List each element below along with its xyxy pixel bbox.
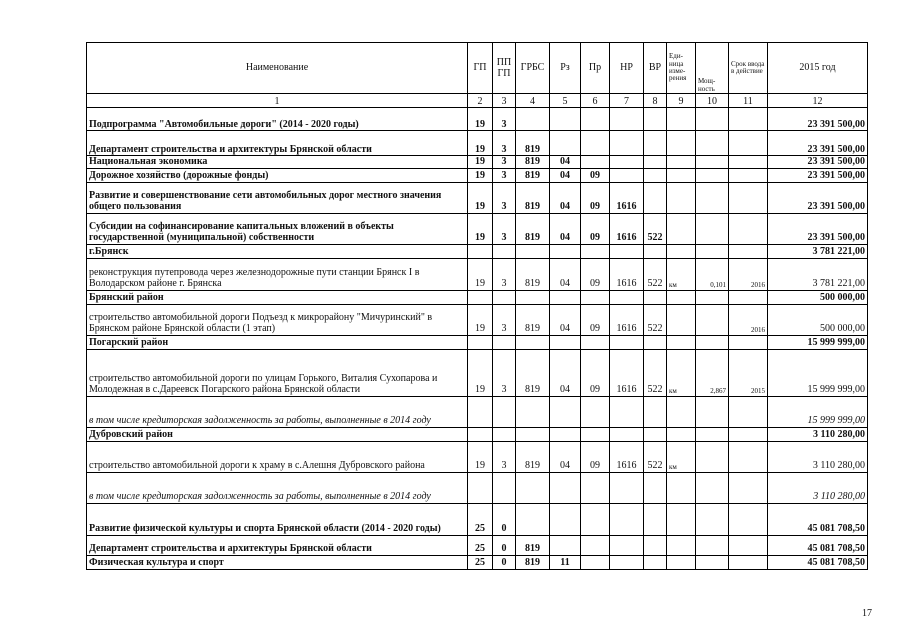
row-amount: 23 391 500,00 xyxy=(768,182,868,213)
row-nr: 1616 xyxy=(610,213,644,244)
row-pr: 09 xyxy=(581,304,610,335)
row-unit xyxy=(667,555,696,569)
row-name: строительство автомобильной дороги к храму в с.Алешня Дубровского района xyxy=(87,441,468,472)
table-row xyxy=(87,427,868,441)
row-amount: 3 781 221,00 xyxy=(768,258,868,290)
row-nr xyxy=(610,335,644,349)
row-term xyxy=(729,441,768,472)
row-pr xyxy=(581,108,610,131)
row-gp: 25 xyxy=(468,503,493,535)
row-pr xyxy=(581,335,610,349)
row-vr xyxy=(644,535,667,555)
row-unit xyxy=(667,244,696,258)
row-capacity xyxy=(696,168,729,182)
row-nr xyxy=(610,244,644,258)
row-grbs xyxy=(516,503,550,535)
row-rz xyxy=(550,131,581,156)
table-row xyxy=(87,349,868,396)
row-grbs: 819 xyxy=(516,213,550,244)
row-unit: км xyxy=(667,258,696,290)
header-pr: Пр xyxy=(581,43,610,94)
row-term xyxy=(729,244,768,258)
row-rz: 11 xyxy=(550,555,581,569)
column-number: 12 xyxy=(768,94,868,108)
row-ppgp: 3 xyxy=(493,258,516,290)
table-row xyxy=(87,441,868,472)
row-grbs: 819 xyxy=(516,441,550,472)
table-row xyxy=(87,472,868,503)
row-unit xyxy=(667,108,696,131)
column-number: 5 xyxy=(550,94,581,108)
row-unit xyxy=(667,396,696,427)
row-capacity xyxy=(696,131,729,156)
column-number: 9 xyxy=(667,94,696,108)
row-term xyxy=(729,290,768,304)
row-amount: 45 081 708,50 xyxy=(768,503,868,535)
row-vr: 522 xyxy=(644,213,667,244)
row-vr xyxy=(644,244,667,258)
row-nr xyxy=(610,131,644,156)
row-vr xyxy=(644,472,667,503)
row-term xyxy=(729,503,768,535)
row-gp: 19 xyxy=(468,258,493,290)
row-gp: 19 xyxy=(468,156,493,169)
row-gp: 19 xyxy=(468,168,493,182)
row-gp: 19 xyxy=(468,182,493,213)
row-amount: 45 081 708,50 xyxy=(768,535,868,555)
row-grbs: 819 xyxy=(516,258,550,290)
row-pr xyxy=(581,244,610,258)
row-amount: 500 000,00 xyxy=(768,304,868,335)
row-grbs xyxy=(516,472,550,503)
row-nr xyxy=(610,535,644,555)
row-term xyxy=(729,335,768,349)
row-nr: 1616 xyxy=(610,182,644,213)
row-grbs xyxy=(516,335,550,349)
header-year: 2015 год xyxy=(768,43,868,94)
row-grbs xyxy=(516,290,550,304)
row-nr xyxy=(610,290,644,304)
row-pr xyxy=(581,472,610,503)
row-capacity xyxy=(696,472,729,503)
row-capacity xyxy=(696,304,729,335)
row-name: Департамент строительства и архитектуры Брянской области xyxy=(87,535,468,555)
row-name: в том числе кредиторская задолженность за работы, выполненные в 2014 году xyxy=(87,472,468,503)
row-vr xyxy=(644,168,667,182)
row-term xyxy=(729,535,768,555)
row-pr: 09 xyxy=(581,258,610,290)
row-vr xyxy=(644,131,667,156)
row-term xyxy=(729,131,768,156)
row-unit xyxy=(667,213,696,244)
row-amount: 23 391 500,00 xyxy=(768,156,868,169)
row-nr xyxy=(610,396,644,427)
row-nr: 1616 xyxy=(610,304,644,335)
row-rz: 04 xyxy=(550,349,581,396)
row-name: в том числе кредиторская задолженность за работы, выполненные в 2014 году xyxy=(87,396,468,427)
row-amount: 15 999 999,00 xyxy=(768,335,868,349)
row-gp: 19 xyxy=(468,131,493,156)
row-amount: 15 999 999,00 xyxy=(768,349,868,396)
row-name: Департамент строительства и архитектуры Брянской области xyxy=(87,131,468,156)
row-nr: 1616 xyxy=(610,441,644,472)
row-amount: 500 000,00 xyxy=(768,290,868,304)
row-nr: 1616 xyxy=(610,349,644,396)
row-name: Погарский район xyxy=(87,335,468,349)
header-rz: Рз xyxy=(550,43,581,94)
row-unit: км xyxy=(667,349,696,396)
header-grbs: ГРБС xyxy=(516,43,550,94)
row-nr xyxy=(610,108,644,131)
row-rz xyxy=(550,244,581,258)
row-amount: 3 110 280,00 xyxy=(768,427,868,441)
row-rz: 04 xyxy=(550,441,581,472)
row-ppgp xyxy=(493,427,516,441)
row-capacity xyxy=(696,156,729,169)
table-row xyxy=(87,156,868,169)
row-rz xyxy=(550,472,581,503)
row-rz xyxy=(550,396,581,427)
row-amount: 23 391 500,00 xyxy=(768,168,868,182)
table-row xyxy=(87,182,868,213)
row-rz: 04 xyxy=(550,304,581,335)
row-grbs: 819 xyxy=(516,555,550,569)
column-numbers-row xyxy=(87,94,868,108)
table-row xyxy=(87,244,868,258)
row-nr xyxy=(610,427,644,441)
row-rz xyxy=(550,290,581,304)
row-term xyxy=(729,555,768,569)
header-capacity: Мощ-ность xyxy=(696,43,729,94)
row-nr xyxy=(610,156,644,169)
row-term xyxy=(729,108,768,131)
row-vr: 522 xyxy=(644,304,667,335)
row-capacity xyxy=(696,441,729,472)
row-pr xyxy=(581,131,610,156)
row-rz: 04 xyxy=(550,258,581,290)
row-rz xyxy=(550,427,581,441)
table-row xyxy=(87,396,868,427)
row-name: строительство автомобильной дороги Подъезд к микрорайону "Мичуринский" в Брянском районе Брянской области (1 этап) xyxy=(87,304,468,335)
page-number: 17 xyxy=(862,608,872,619)
row-gp: 19 xyxy=(468,304,493,335)
row-term: 2015 xyxy=(729,349,768,396)
table-row xyxy=(87,535,868,555)
row-pr xyxy=(581,503,610,535)
row-capacity xyxy=(696,213,729,244)
row-pr xyxy=(581,427,610,441)
row-term xyxy=(729,182,768,213)
column-number: 2 xyxy=(468,94,493,108)
table-header-row xyxy=(87,43,868,94)
row-amount: 23 391 500,00 xyxy=(768,108,868,131)
row-unit xyxy=(667,156,696,169)
table-row xyxy=(87,304,868,335)
row-vr xyxy=(644,182,667,213)
row-capacity xyxy=(696,290,729,304)
row-unit xyxy=(667,472,696,503)
row-vr xyxy=(644,156,667,169)
row-grbs: 819 xyxy=(516,182,550,213)
column-number: 1 xyxy=(87,94,468,108)
row-capacity xyxy=(696,182,729,213)
row-grbs: 819 xyxy=(516,156,550,169)
table-body xyxy=(87,108,868,570)
row-pr xyxy=(581,396,610,427)
row-amount: 3 110 280,00 xyxy=(768,472,868,503)
row-gp xyxy=(468,427,493,441)
row-nr xyxy=(610,472,644,503)
column-number: 8 xyxy=(644,94,667,108)
row-grbs: 819 xyxy=(516,304,550,335)
row-ppgp: 3 xyxy=(493,131,516,156)
row-grbs: 819 xyxy=(516,535,550,555)
table-row xyxy=(87,131,868,156)
row-ppgp: 3 xyxy=(493,213,516,244)
row-ppgp xyxy=(493,244,516,258)
row-rz xyxy=(550,335,581,349)
row-nr xyxy=(610,555,644,569)
row-term xyxy=(729,472,768,503)
table-row xyxy=(87,555,868,569)
table-row xyxy=(87,335,868,349)
header-vr: ВР xyxy=(644,43,667,94)
row-gp xyxy=(468,244,493,258)
table-row xyxy=(87,503,868,535)
row-vr: 522 xyxy=(644,441,667,472)
row-name: Дорожное хозяйство (дорожные фонды) xyxy=(87,168,468,182)
row-nr xyxy=(610,168,644,182)
header-gp: ГП xyxy=(468,43,493,94)
row-unit xyxy=(667,427,696,441)
row-nr xyxy=(610,503,644,535)
row-unit xyxy=(667,182,696,213)
table-row xyxy=(87,108,868,131)
row-pr xyxy=(581,535,610,555)
row-ppgp: 0 xyxy=(493,555,516,569)
header-nr: НР xyxy=(610,43,644,94)
row-ppgp xyxy=(493,290,516,304)
row-vr xyxy=(644,335,667,349)
row-amount: 15 999 999,00 xyxy=(768,396,868,427)
row-ppgp xyxy=(493,472,516,503)
row-name: Развитие физической культуры и спорта Брянской области (2014 - 2020 годы) xyxy=(87,503,468,535)
row-grbs xyxy=(516,396,550,427)
column-number: 10 xyxy=(696,94,729,108)
row-amount: 3 781 221,00 xyxy=(768,244,868,258)
row-grbs xyxy=(516,108,550,131)
column-number: 7 xyxy=(610,94,644,108)
row-ppgp xyxy=(493,335,516,349)
row-rz xyxy=(550,535,581,555)
row-name: Развитие и совершенствование сети автомобильных дорог местного значения общего пользования xyxy=(87,182,468,213)
row-ppgp: 0 xyxy=(493,535,516,555)
row-term xyxy=(729,396,768,427)
row-name: Брянский район xyxy=(87,290,468,304)
row-rz: 04 xyxy=(550,182,581,213)
header-unit: Еди-ница изме-рения xyxy=(667,43,696,94)
row-capacity xyxy=(696,335,729,349)
row-term: 2016 xyxy=(729,258,768,290)
row-term xyxy=(729,168,768,182)
row-capacity xyxy=(696,396,729,427)
row-term xyxy=(729,156,768,169)
row-grbs: 819 xyxy=(516,168,550,182)
row-capacity xyxy=(696,427,729,441)
row-amount: 23 391 500,00 xyxy=(768,213,868,244)
row-vr xyxy=(644,108,667,131)
row-unit: км xyxy=(667,441,696,472)
row-gp xyxy=(468,472,493,503)
row-term xyxy=(729,427,768,441)
row-vr xyxy=(644,290,667,304)
row-unit xyxy=(667,535,696,555)
header-name: Наименование xyxy=(87,43,468,94)
row-pr xyxy=(581,290,610,304)
row-capacity xyxy=(696,535,729,555)
row-rz: 04 xyxy=(550,156,581,169)
row-rz xyxy=(550,108,581,131)
row-unit xyxy=(667,503,696,535)
row-vr: 522 xyxy=(644,349,667,396)
budget-table xyxy=(86,42,868,570)
row-unit xyxy=(667,131,696,156)
row-pr: 09 xyxy=(581,168,610,182)
row-capacity xyxy=(696,108,729,131)
row-unit xyxy=(667,290,696,304)
row-pr xyxy=(581,555,610,569)
row-gp: 19 xyxy=(468,349,493,396)
row-nr: 1616 xyxy=(610,258,644,290)
row-name: строительство автомобильной дороги по улицам Горького, Виталия Сухопарова и Молодежная в с.Дареевск Погарского района Брянской области xyxy=(87,349,468,396)
row-name: Субсидии на софинансирование капитальных вложений в объекты государственной (муниципальной) собственности xyxy=(87,213,468,244)
row-name: реконструкция путепровода через железнодорожные пути станции Брянск I в Володарском районе г. Брянска xyxy=(87,258,468,290)
row-grbs xyxy=(516,244,550,258)
column-number: 4 xyxy=(516,94,550,108)
row-gp: 25 xyxy=(468,555,493,569)
column-number: 11 xyxy=(729,94,768,108)
row-name: Физическая культура и спорт xyxy=(87,555,468,569)
row-ppgp: 3 xyxy=(493,441,516,472)
row-pr: 09 xyxy=(581,182,610,213)
row-amount: 45 081 708,50 xyxy=(768,555,868,569)
row-unit xyxy=(667,304,696,335)
row-name: Национальная экономика xyxy=(87,156,468,169)
row-pr xyxy=(581,156,610,169)
row-vr xyxy=(644,396,667,427)
column-number: 6 xyxy=(581,94,610,108)
row-vr xyxy=(644,555,667,569)
row-grbs xyxy=(516,427,550,441)
row-ppgp: 3 xyxy=(493,108,516,131)
row-rz: 04 xyxy=(550,168,581,182)
row-pr: 09 xyxy=(581,213,610,244)
table-row xyxy=(87,290,868,304)
row-pr: 09 xyxy=(581,441,610,472)
row-ppgp: 3 xyxy=(493,156,516,169)
row-vr xyxy=(644,427,667,441)
row-unit xyxy=(667,168,696,182)
row-ppgp: 3 xyxy=(493,304,516,335)
row-name: Подпрограмма "Автомобильные дороги" (2014 - 2020 годы) xyxy=(87,108,468,131)
row-grbs: 819 xyxy=(516,131,550,156)
row-term xyxy=(729,213,768,244)
header-term: Срок ввода в действие xyxy=(729,43,768,94)
row-gp xyxy=(468,335,493,349)
row-capacity xyxy=(696,244,729,258)
row-amount: 23 391 500,00 xyxy=(768,131,868,156)
row-term: 2016 xyxy=(729,304,768,335)
row-gp xyxy=(468,290,493,304)
row-ppgp: 3 xyxy=(493,168,516,182)
row-rz: 04 xyxy=(550,213,581,244)
table-row xyxy=(87,213,868,244)
row-capacity: 0,101 xyxy=(696,258,729,290)
row-gp: 19 xyxy=(468,108,493,131)
row-ppgp: 3 xyxy=(493,349,516,396)
column-number: 3 xyxy=(493,94,516,108)
row-name: Дубровский район xyxy=(87,427,468,441)
row-unit xyxy=(667,335,696,349)
row-name: г.Брянск xyxy=(87,244,468,258)
row-gp xyxy=(468,396,493,427)
row-vr xyxy=(644,503,667,535)
table-row xyxy=(87,168,868,182)
row-grbs: 819 xyxy=(516,349,550,396)
row-ppgp: 3 xyxy=(493,182,516,213)
row-capacity xyxy=(696,503,729,535)
row-gp: 25 xyxy=(468,535,493,555)
row-gp: 19 xyxy=(468,213,493,244)
row-capacity xyxy=(696,555,729,569)
header-ppgp: ПП ГП xyxy=(493,43,516,94)
row-ppgp xyxy=(493,396,516,427)
row-ppgp: 0 xyxy=(493,503,516,535)
row-pr: 09 xyxy=(581,349,610,396)
row-vr: 522 xyxy=(644,258,667,290)
table-row xyxy=(87,258,868,290)
row-rz xyxy=(550,503,581,535)
row-amount: 3 110 280,00 xyxy=(768,441,868,472)
row-gp: 19 xyxy=(468,441,493,472)
row-capacity: 2,867 xyxy=(696,349,729,396)
